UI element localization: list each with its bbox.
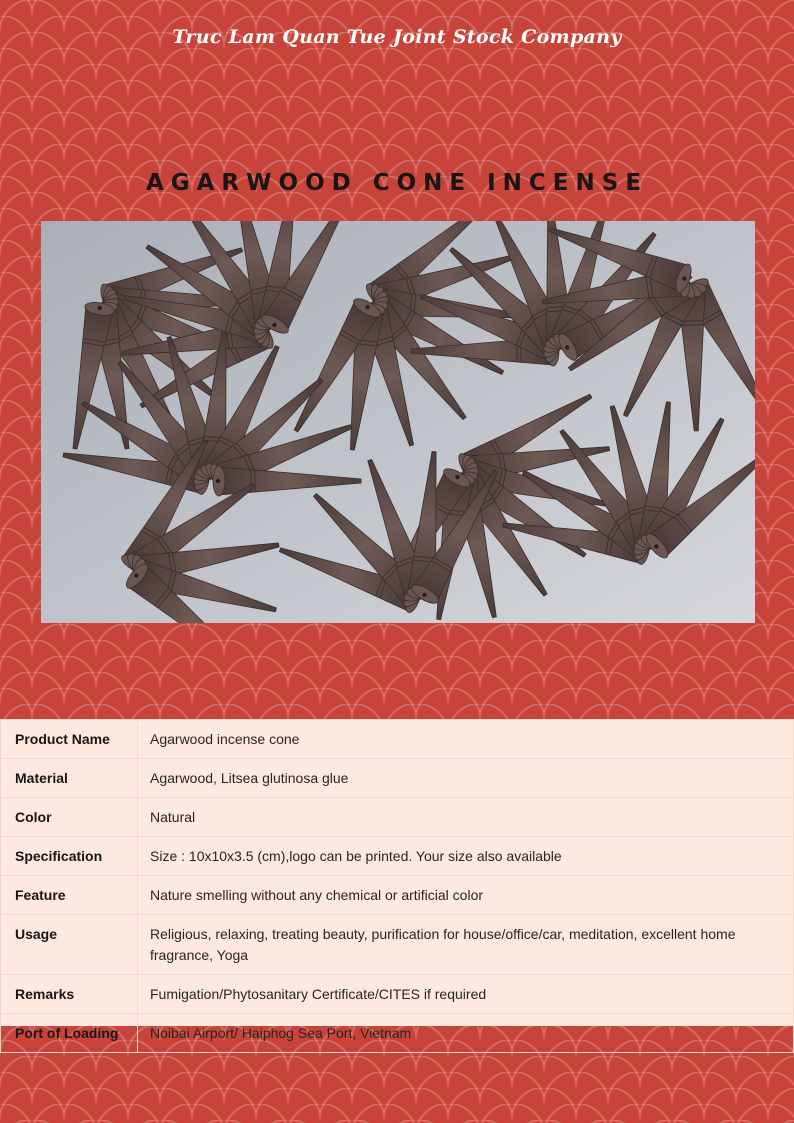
spec-value: Religious, relaxing, treating beauty, purification for house/office/car, meditation, excellent home fragrance, Yoga	[138, 915, 794, 975]
spec-row	[1, 759, 794, 798]
spec-row	[1, 798, 794, 837]
spec-value: Natural	[138, 798, 794, 837]
incense-cones-image	[41, 221, 755, 623]
company-name: Truc Lam Quan Tue Joint Stock Company	[172, 26, 622, 48]
spec-label: Material	[1, 759, 138, 798]
product-title: AGARWOOD CONE INCENSE	[145, 170, 649, 196]
spec-label: Specification	[1, 837, 138, 876]
spec-value: Nature smelling without any chemical or artificial color	[138, 876, 794, 915]
spec-label: Remarks	[1, 975, 138, 1014]
spec-value: Size : 10x10x3.5 (cm),logo can be printed. Your size also available	[138, 837, 794, 876]
specification-table-panel	[0, 719, 794, 1041]
spec-label: Feature	[1, 876, 138, 915]
spec-label: Color	[1, 798, 138, 837]
spec-row	[1, 837, 794, 876]
spec-row	[1, 975, 794, 1014]
specification-table	[0, 719, 794, 1053]
spec-row	[1, 1014, 794, 1053]
product-photo	[41, 221, 755, 623]
spec-value: Agarwood, Litsea glutinosa glue	[138, 759, 794, 798]
spec-label: Usage	[1, 915, 138, 975]
spec-label: Port of Loading	[1, 1014, 138, 1053]
spec-value: Agarwood incense cone	[138, 720, 794, 759]
spec-row	[1, 720, 794, 759]
spec-value: Fumigation/Phytosanitary Certificate/CITES if required	[138, 975, 794, 1014]
spec-row	[1, 876, 794, 915]
spec-row	[1, 915, 794, 975]
spec-value: Noibai Airport/ Haiphog Sea Port, Vietnam	[138, 1014, 794, 1053]
spec-label: Product Name	[1, 720, 138, 759]
